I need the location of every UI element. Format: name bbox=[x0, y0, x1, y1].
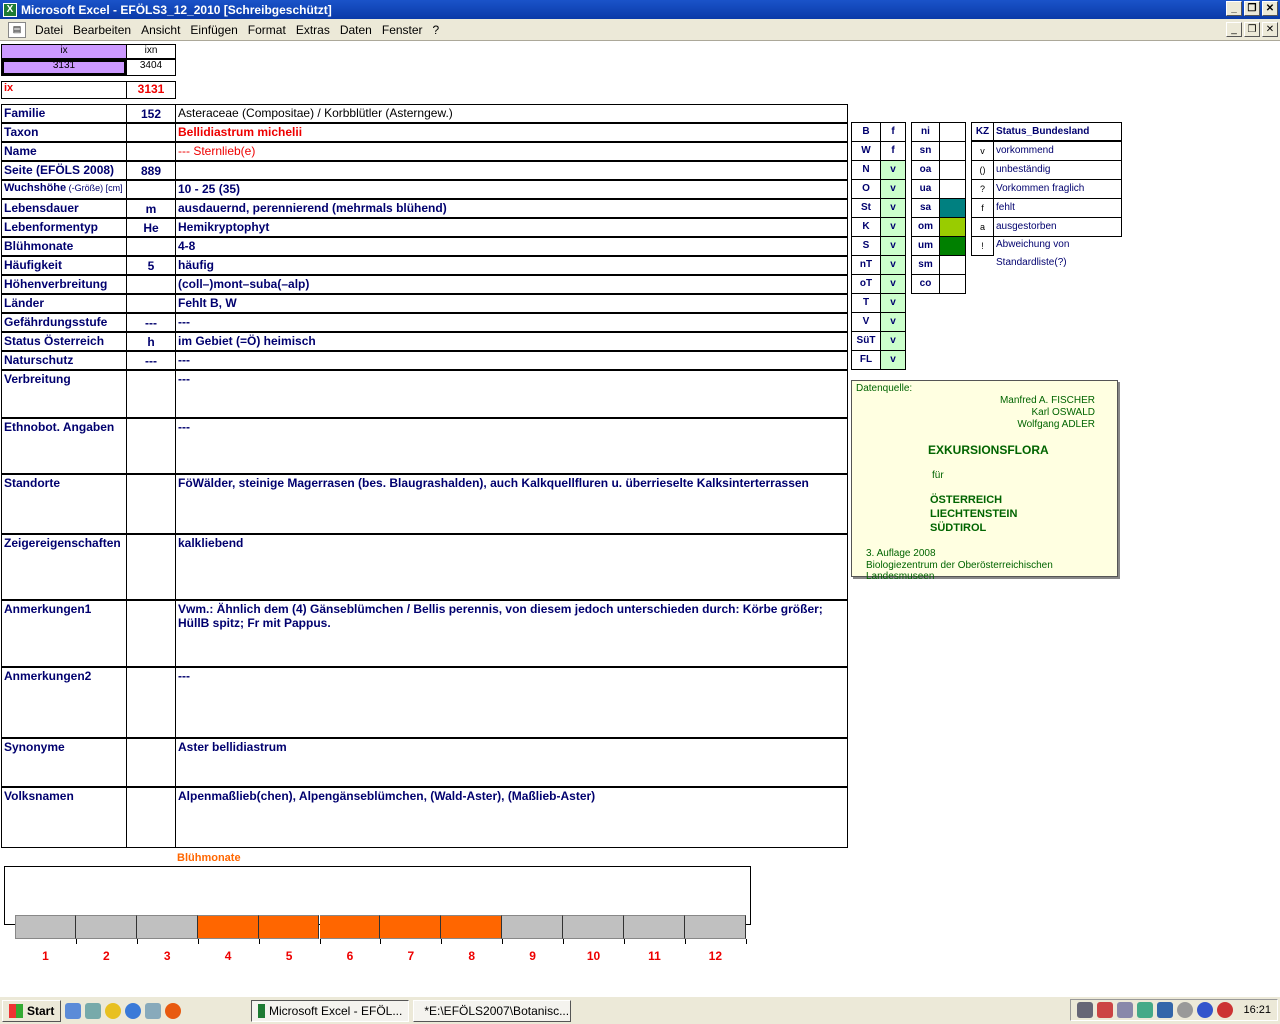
tray-shield-icon[interactable] bbox=[1157, 1002, 1173, 1018]
label-standorte[interactable]: Standorte bbox=[1, 474, 127, 534]
bloom-tick bbox=[502, 939, 503, 944]
label-synonyme[interactable]: Synonyme bbox=[1, 738, 127, 787]
label-volksnamen[interactable]: Volksnamen bbox=[1, 787, 127, 848]
bloom-tick bbox=[441, 939, 442, 944]
window-title: Microsoft Excel - EFÖLS3_12_2010 [Schreibgeschützt] bbox=[21, 2, 332, 17]
label-anmerkungen2[interactable]: Anmerkungen2 bbox=[1, 667, 127, 738]
legend-code[interactable]: a bbox=[971, 217, 994, 237]
legend-text[interactable]: vorkommend bbox=[993, 141, 1122, 161]
value-bl-hmonate[interactable]: 4-8 bbox=[175, 237, 848, 256]
region-code-n[interactable]: N bbox=[851, 160, 881, 180]
system-tray bbox=[1070, 999, 1278, 1021]
mid-l-nder[interactable] bbox=[126, 294, 176, 313]
zone-color-co[interactable] bbox=[939, 274, 966, 294]
value-l-nder[interactable]: Fehlt B, W bbox=[175, 294, 848, 313]
region-code-k[interactable]: K bbox=[851, 217, 881, 237]
region-code-süt[interactable]: SüT bbox=[851, 331, 881, 351]
zone-code-sn[interactable]: sn bbox=[911, 141, 940, 161]
legend-text[interactable]: Vorkommen fraglich bbox=[993, 179, 1122, 199]
mid-anmerkungen1[interactable] bbox=[126, 600, 176, 667]
zone-color-om[interactable] bbox=[939, 217, 966, 237]
bloom-month-label: 10 bbox=[586, 949, 601, 963]
bloom-tick bbox=[563, 939, 564, 944]
menu-format[interactable]: Format bbox=[247, 22, 286, 37]
media-player-icon[interactable] bbox=[105, 1003, 121, 1019]
bloom-bar-month-9 bbox=[502, 915, 563, 939]
zone-color-oa[interactable] bbox=[939, 160, 966, 180]
zone-color-ni[interactable] bbox=[939, 122, 966, 142]
value-anmerkungen1[interactable]: Vwm.: Ähnlich dem (4) Gänseblümchen / Bellis perennis, von diesem jedoch unterschieden durch: Körbe größer; HüllB spitz; Fr mit Pappus. bbox=[175, 600, 848, 667]
bloom-tick bbox=[259, 939, 260, 944]
region-code-w[interactable]: W bbox=[851, 141, 881, 161]
bloom-bar-month-12 bbox=[685, 915, 746, 939]
mid-lebenformentyp[interactable]: He bbox=[126, 218, 176, 237]
region-code-s[interactable]: S bbox=[851, 236, 881, 256]
menu-help[interactable]: ? bbox=[432, 22, 440, 37]
value-volksnamen[interactable]: Alpenmaßlieb(chen), Alpengänseblümchen, (Wald-Aster), (Maßlieb-Aster) bbox=[175, 787, 848, 848]
bloom-month-label: 12 bbox=[708, 949, 723, 963]
doc-close-button[interactable]: ✕ bbox=[1262, 22, 1278, 37]
region-status-st[interactable]: v bbox=[880, 198, 906, 218]
quicklaunch-icon-1[interactable] bbox=[65, 1003, 81, 1019]
mid-h-ufigkeit[interactable]: 5 bbox=[126, 256, 176, 275]
bloom-month-label: 8 bbox=[468, 949, 476, 963]
doc-minimize-button[interactable]: _ bbox=[1226, 22, 1242, 37]
label-status-sterreich[interactable]: Status Österreich bbox=[1, 332, 127, 351]
tray-network-icon[interactable] bbox=[1077, 1002, 1093, 1018]
mid-h-henverbreitung[interactable] bbox=[126, 275, 176, 294]
legend-kz-header[interactable]: KZ bbox=[971, 122, 994, 141]
bloom-month-label: 4 bbox=[224, 949, 232, 963]
tray-info-icon[interactable] bbox=[1197, 1002, 1213, 1018]
value-gef-hrdungsstufe[interactable]: --- bbox=[175, 313, 848, 332]
country-3: SÜDTIROL bbox=[930, 522, 987, 534]
region-status-ot[interactable]: v bbox=[880, 274, 906, 294]
bloom-month-label: 5 bbox=[285, 949, 293, 963]
label-zeigereigenschaften[interactable]: Zeigereigenschaften bbox=[1, 534, 127, 600]
mid-zeigereigenschaften[interactable] bbox=[126, 534, 176, 600]
bloom-bar-month-7 bbox=[380, 915, 441, 939]
mid-verbreitung[interactable] bbox=[126, 370, 176, 418]
source-publisher: Biologiezentrum der Oberösterreichischen Landesmuseen bbox=[866, 560, 1053, 582]
ix-value-cell[interactable]: 3131 bbox=[1, 59, 127, 76]
menu-bar bbox=[0, 19, 1280, 41]
source-fuer: für bbox=[932, 470, 944, 481]
label-h-ufigkeit[interactable]: Häufigkeit bbox=[1, 256, 127, 275]
value-lebensdauer[interactable]: ausdauernd, perennierend (mehrmals blühend) bbox=[175, 199, 848, 218]
task-excel[interactable] bbox=[251, 1000, 409, 1022]
mid-wuchsh-he[interactable] bbox=[126, 180, 176, 199]
menu-einfuegen[interactable]: Einfügen bbox=[190, 22, 238, 37]
quicklaunch-icon-5[interactable] bbox=[145, 1003, 161, 1019]
zone-color-ua[interactable] bbox=[939, 179, 966, 199]
close-button[interactable]: ✕ bbox=[1262, 1, 1278, 16]
mid-lebensdauer[interactable]: m bbox=[126, 199, 176, 218]
region-code-fl[interactable]: FL bbox=[851, 350, 881, 370]
source-edition: 3. Auflage 2008 bbox=[866, 548, 936, 559]
label-bl-hmonate[interactable]: Blühmonate bbox=[1, 237, 127, 256]
bloom-bar-month-3 bbox=[137, 915, 198, 939]
label-gef-hrdungsstufe[interactable]: Gefährdungsstufe bbox=[1, 313, 127, 332]
wuchshoehe-label: Wuchshöhe bbox=[4, 182, 67, 194]
region-status-k[interactable]: v bbox=[880, 217, 906, 237]
value-standorte[interactable]: FöWälder, steinige Magerrasen (bes. Blaugrashalden), auch Kalkquellfluren u. überrieselte Kalksinterterrassen bbox=[175, 474, 848, 534]
bloom-bar-month-5 bbox=[259, 915, 320, 939]
excel-task-icon bbox=[258, 1004, 265, 1018]
region-code-t[interactable]: T bbox=[851, 293, 881, 313]
value-wuchsh-he[interactable]: 10 - 25 (35) bbox=[175, 180, 848, 199]
zone-code-om[interactable]: om bbox=[911, 217, 940, 237]
zone-code-sa[interactable]: sa bbox=[911, 198, 940, 218]
mid-volksnamen[interactable] bbox=[126, 787, 176, 848]
bloom-bar-month-2 bbox=[76, 915, 137, 939]
mid-ethnobot-angaben[interactable] bbox=[126, 418, 176, 474]
bloom-month-label: 7 bbox=[407, 949, 415, 963]
title-bar[interactable] bbox=[0, 0, 1280, 19]
author-1: Manfred A. FISCHER bbox=[999, 395, 1095, 406]
task-explorer-label: *E:\EFÖLS2007\Botanisc... bbox=[424, 1003, 570, 1018]
label-verbreitung[interactable]: Verbreitung bbox=[1, 370, 127, 418]
menu-extras[interactable]: Extras bbox=[295, 22, 330, 37]
country-2: LIECHTENSTEIN bbox=[930, 508, 1018, 520]
legend-code[interactable]: v bbox=[971, 141, 994, 161]
value-h-ufigkeit[interactable]: häufig bbox=[175, 256, 848, 275]
ix-label-cell[interactable]: ix bbox=[1, 81, 127, 99]
tray-volume-icon[interactable] bbox=[1097, 1002, 1113, 1018]
worksheet bbox=[0, 42, 1280, 994]
legend-text[interactable]: unbeständig bbox=[993, 160, 1122, 180]
clock[interactable]: 16:21 bbox=[1243, 1004, 1271, 1016]
tray-app-icon[interactable] bbox=[1137, 1002, 1153, 1018]
mid-status-sterreich[interactable]: h bbox=[126, 332, 176, 351]
region-code-st[interactable]: St bbox=[851, 198, 881, 218]
zone-code-co[interactable]: co bbox=[911, 274, 940, 294]
source-title: EXKURSIONSFLORA bbox=[928, 443, 1049, 457]
bloom-tick bbox=[685, 939, 686, 944]
bloom-month-label: 1 bbox=[42, 949, 49, 963]
value-ethnobot-angaben[interactable]: --- bbox=[175, 418, 848, 474]
label-l-nder[interactable]: Länder bbox=[1, 294, 127, 313]
taskbar bbox=[0, 996, 1280, 1024]
value-zeigereigenschaften[interactable]: kalkliebend bbox=[175, 534, 848, 600]
mid-naturschutz[interactable]: --- bbox=[126, 351, 176, 370]
source-label: Datenquelle: bbox=[856, 383, 913, 394]
author-2: Karl OSWALD bbox=[1031, 407, 1095, 418]
bloom-month-label: 11 bbox=[648, 949, 661, 963]
start-label: Start bbox=[27, 1003, 55, 1018]
zone-color-sa[interactable] bbox=[939, 198, 966, 218]
mid-gef-hrdungsstufe[interactable]: --- bbox=[126, 313, 176, 332]
data-source-box bbox=[851, 380, 1118, 582]
firefox-icon[interactable] bbox=[165, 1003, 181, 1019]
mid-familie[interactable]: 152 bbox=[126, 104, 176, 123]
bloom-tick bbox=[137, 939, 138, 944]
tray-sync-icon[interactable] bbox=[1177, 1002, 1193, 1018]
legend-text[interactable]: ausgestorben bbox=[993, 217, 1122, 237]
menu-ansicht[interactable]: Ansicht bbox=[141, 22, 181, 37]
region-status-t[interactable]: v bbox=[880, 293, 906, 313]
label-anmerkungen1[interactable]: Anmerkungen1 bbox=[1, 600, 127, 667]
zone-code-um[interactable]: um bbox=[911, 236, 940, 256]
region-status-o[interactable]: v bbox=[880, 179, 906, 199]
bloom-tick bbox=[624, 939, 625, 944]
label-taxon[interactable]: Taxon bbox=[1, 123, 127, 142]
country-1: ÖSTERREICH bbox=[930, 494, 1003, 506]
value-h-henverbreitung[interactable]: (coll–)mont–suba(–alp) bbox=[175, 275, 848, 294]
value-synonyme[interactable]: Aster bellidiastrum bbox=[175, 738, 848, 787]
zone-code-sm[interactable]: sm bbox=[911, 255, 940, 275]
menu-daten[interactable]: Daten bbox=[339, 22, 372, 37]
bloom-bar-month-8 bbox=[441, 915, 502, 939]
bloom-chart-title: Blühmonate bbox=[177, 852, 241, 864]
zone-code-ua[interactable]: ua bbox=[911, 179, 940, 199]
value-seite-ef-ls-2008[interactable] bbox=[175, 161, 848, 180]
label-naturschutz[interactable]: Naturschutz bbox=[1, 351, 127, 370]
bloom-month-label: 2 bbox=[102, 949, 110, 963]
mid-name[interactable] bbox=[126, 142, 176, 161]
value-naturschutz[interactable]: --- bbox=[175, 351, 848, 370]
tray-search-icon[interactable] bbox=[1117, 1002, 1133, 1018]
value-familie[interactable]: Asteraceae (Compositae) / Korbblütler (Asterngew.) bbox=[175, 104, 848, 123]
wuchshoehe-unit: (-Größe) [cm] bbox=[66, 183, 123, 193]
label-h-henverbreitung[interactable]: Höhenverbreitung bbox=[1, 275, 127, 294]
task-excel-label: Microsoft Excel - EFÖL... bbox=[268, 1003, 403, 1018]
label-wuchsh-he[interactable] bbox=[1, 180, 127, 199]
tray-alert-icon[interactable] bbox=[1217, 1002, 1233, 1018]
region-code-nt[interactable]: nT bbox=[851, 255, 881, 275]
zone-color-um[interactable] bbox=[939, 236, 966, 256]
region-status-fl[interactable]: v bbox=[880, 350, 906, 370]
legend-status-header[interactable]: Status_Bundesland bbox=[993, 122, 1122, 141]
bloom-bar-month-10 bbox=[563, 915, 624, 939]
region-status-s[interactable]: v bbox=[880, 236, 906, 256]
bloom-tick bbox=[320, 939, 321, 944]
menu-fenster[interactable]: Fenster bbox=[381, 22, 423, 37]
region-status-w[interactable]: f bbox=[880, 141, 906, 161]
region-status-süt[interactable]: v bbox=[880, 331, 906, 351]
zone-color-sm[interactable] bbox=[939, 255, 966, 275]
value-lebenformentyp[interactable]: Hemikryptophyt bbox=[175, 218, 848, 237]
label-ethnobot-angaben[interactable]: Ethnobot. Angaben bbox=[1, 418, 127, 474]
mid-synonyme[interactable] bbox=[126, 738, 176, 787]
bloom-month-label: 6 bbox=[346, 949, 354, 963]
source-authors bbox=[1000, 395, 1095, 431]
windows-logo-icon bbox=[9, 1004, 23, 1018]
document-icon[interactable]: ▤ bbox=[8, 22, 26, 38]
ixn-value-cell[interactable]: 3404 bbox=[126, 59, 176, 76]
value-anmerkungen2[interactable]: --- bbox=[175, 667, 848, 738]
bloom-tick bbox=[380, 939, 381, 944]
region-status-n[interactable]: v bbox=[880, 160, 906, 180]
ix-current-cell[interactable]: 3131 bbox=[126, 81, 176, 99]
legend-code[interactable]: ! bbox=[971, 236, 994, 256]
bloom-month-label: 9 bbox=[529, 949, 536, 963]
label-name[interactable]: Name bbox=[1, 142, 127, 161]
menu-bearbeiten[interactable]: Bearbeiten bbox=[73, 22, 132, 37]
bloom-bar-month-1 bbox=[15, 915, 76, 939]
ix-header[interactable]: ix bbox=[1, 44, 127, 59]
value-verbreitung[interactable]: --- bbox=[175, 370, 848, 418]
bloom-tick bbox=[746, 939, 747, 944]
start-button[interactable] bbox=[2, 1000, 61, 1022]
menu-datei[interactable]: Datei bbox=[35, 22, 64, 37]
mid-standorte[interactable] bbox=[126, 474, 176, 534]
value-name[interactable]: --- Sternlieb(e) bbox=[175, 142, 848, 161]
label-seite-ef-ls-2008[interactable]: Seite (EFÖLS 2008) bbox=[1, 161, 127, 180]
minimize-button[interactable]: _ bbox=[1226, 1, 1242, 16]
legend-code[interactable]: f bbox=[971, 198, 994, 218]
label-lebenformentyp[interactable]: Lebenformentyp bbox=[1, 218, 127, 237]
task-explorer[interactable] bbox=[413, 1000, 571, 1022]
author-3: Wolfgang ADLER bbox=[1017, 419, 1095, 430]
bloom-bar-month-6 bbox=[320, 915, 381, 939]
bloom-bar-month-11 bbox=[624, 915, 685, 939]
excel-app-icon: X bbox=[3, 3, 17, 17]
region-code-o[interactable]: O bbox=[851, 179, 881, 199]
region-code-b[interactable]: B bbox=[851, 122, 881, 142]
ixn-header[interactable]: ixn bbox=[126, 44, 176, 59]
ie-icon[interactable] bbox=[125, 1003, 141, 1019]
region-status-v[interactable]: v bbox=[880, 312, 906, 332]
zone-code-oa[interactable]: oa bbox=[911, 160, 940, 180]
bloom-bar-month-4 bbox=[198, 915, 259, 939]
region-code-ot[interactable]: oT bbox=[851, 274, 881, 294]
label-familie[interactable]: Familie bbox=[1, 104, 127, 123]
value-status-sterreich[interactable]: im Gebiet (=Ö) heimisch bbox=[175, 332, 848, 351]
value-taxon[interactable]: Bellidiastrum michelii bbox=[175, 123, 848, 142]
legend-code[interactable]: () bbox=[971, 160, 994, 180]
mid-seite-ef-ls-2008[interactable]: 889 bbox=[126, 161, 176, 180]
legend-text[interactable]: fehlt bbox=[993, 198, 1122, 218]
legend-text[interactable]: Abweichung von Standardliste(?) bbox=[993, 236, 1133, 256]
label-lebensdauer[interactable]: Lebensdauer bbox=[1, 199, 127, 218]
region-status-b[interactable]: f bbox=[880, 122, 906, 142]
quicklaunch-icon-2[interactable] bbox=[85, 1003, 101, 1019]
source-countries bbox=[930, 493, 1017, 535]
legend-code[interactable]: ? bbox=[971, 179, 994, 199]
bloom-month-label: 3 bbox=[163, 949, 171, 963]
mid-bl-hmonate[interactable] bbox=[126, 237, 176, 256]
doc-restore-button[interactable]: ❐ bbox=[1244, 22, 1260, 37]
bloom-tick bbox=[76, 939, 77, 944]
bloom-tick bbox=[198, 939, 199, 944]
mid-taxon[interactable] bbox=[126, 123, 176, 142]
maximize-button[interactable]: ❐ bbox=[1244, 1, 1260, 16]
region-code-v[interactable]: V bbox=[851, 312, 881, 332]
region-status-nt[interactable]: v bbox=[880, 255, 906, 275]
mid-anmerkungen2[interactable] bbox=[126, 667, 176, 738]
zone-code-ni[interactable]: ni bbox=[911, 122, 940, 142]
zone-color-sn[interactable] bbox=[939, 141, 966, 161]
